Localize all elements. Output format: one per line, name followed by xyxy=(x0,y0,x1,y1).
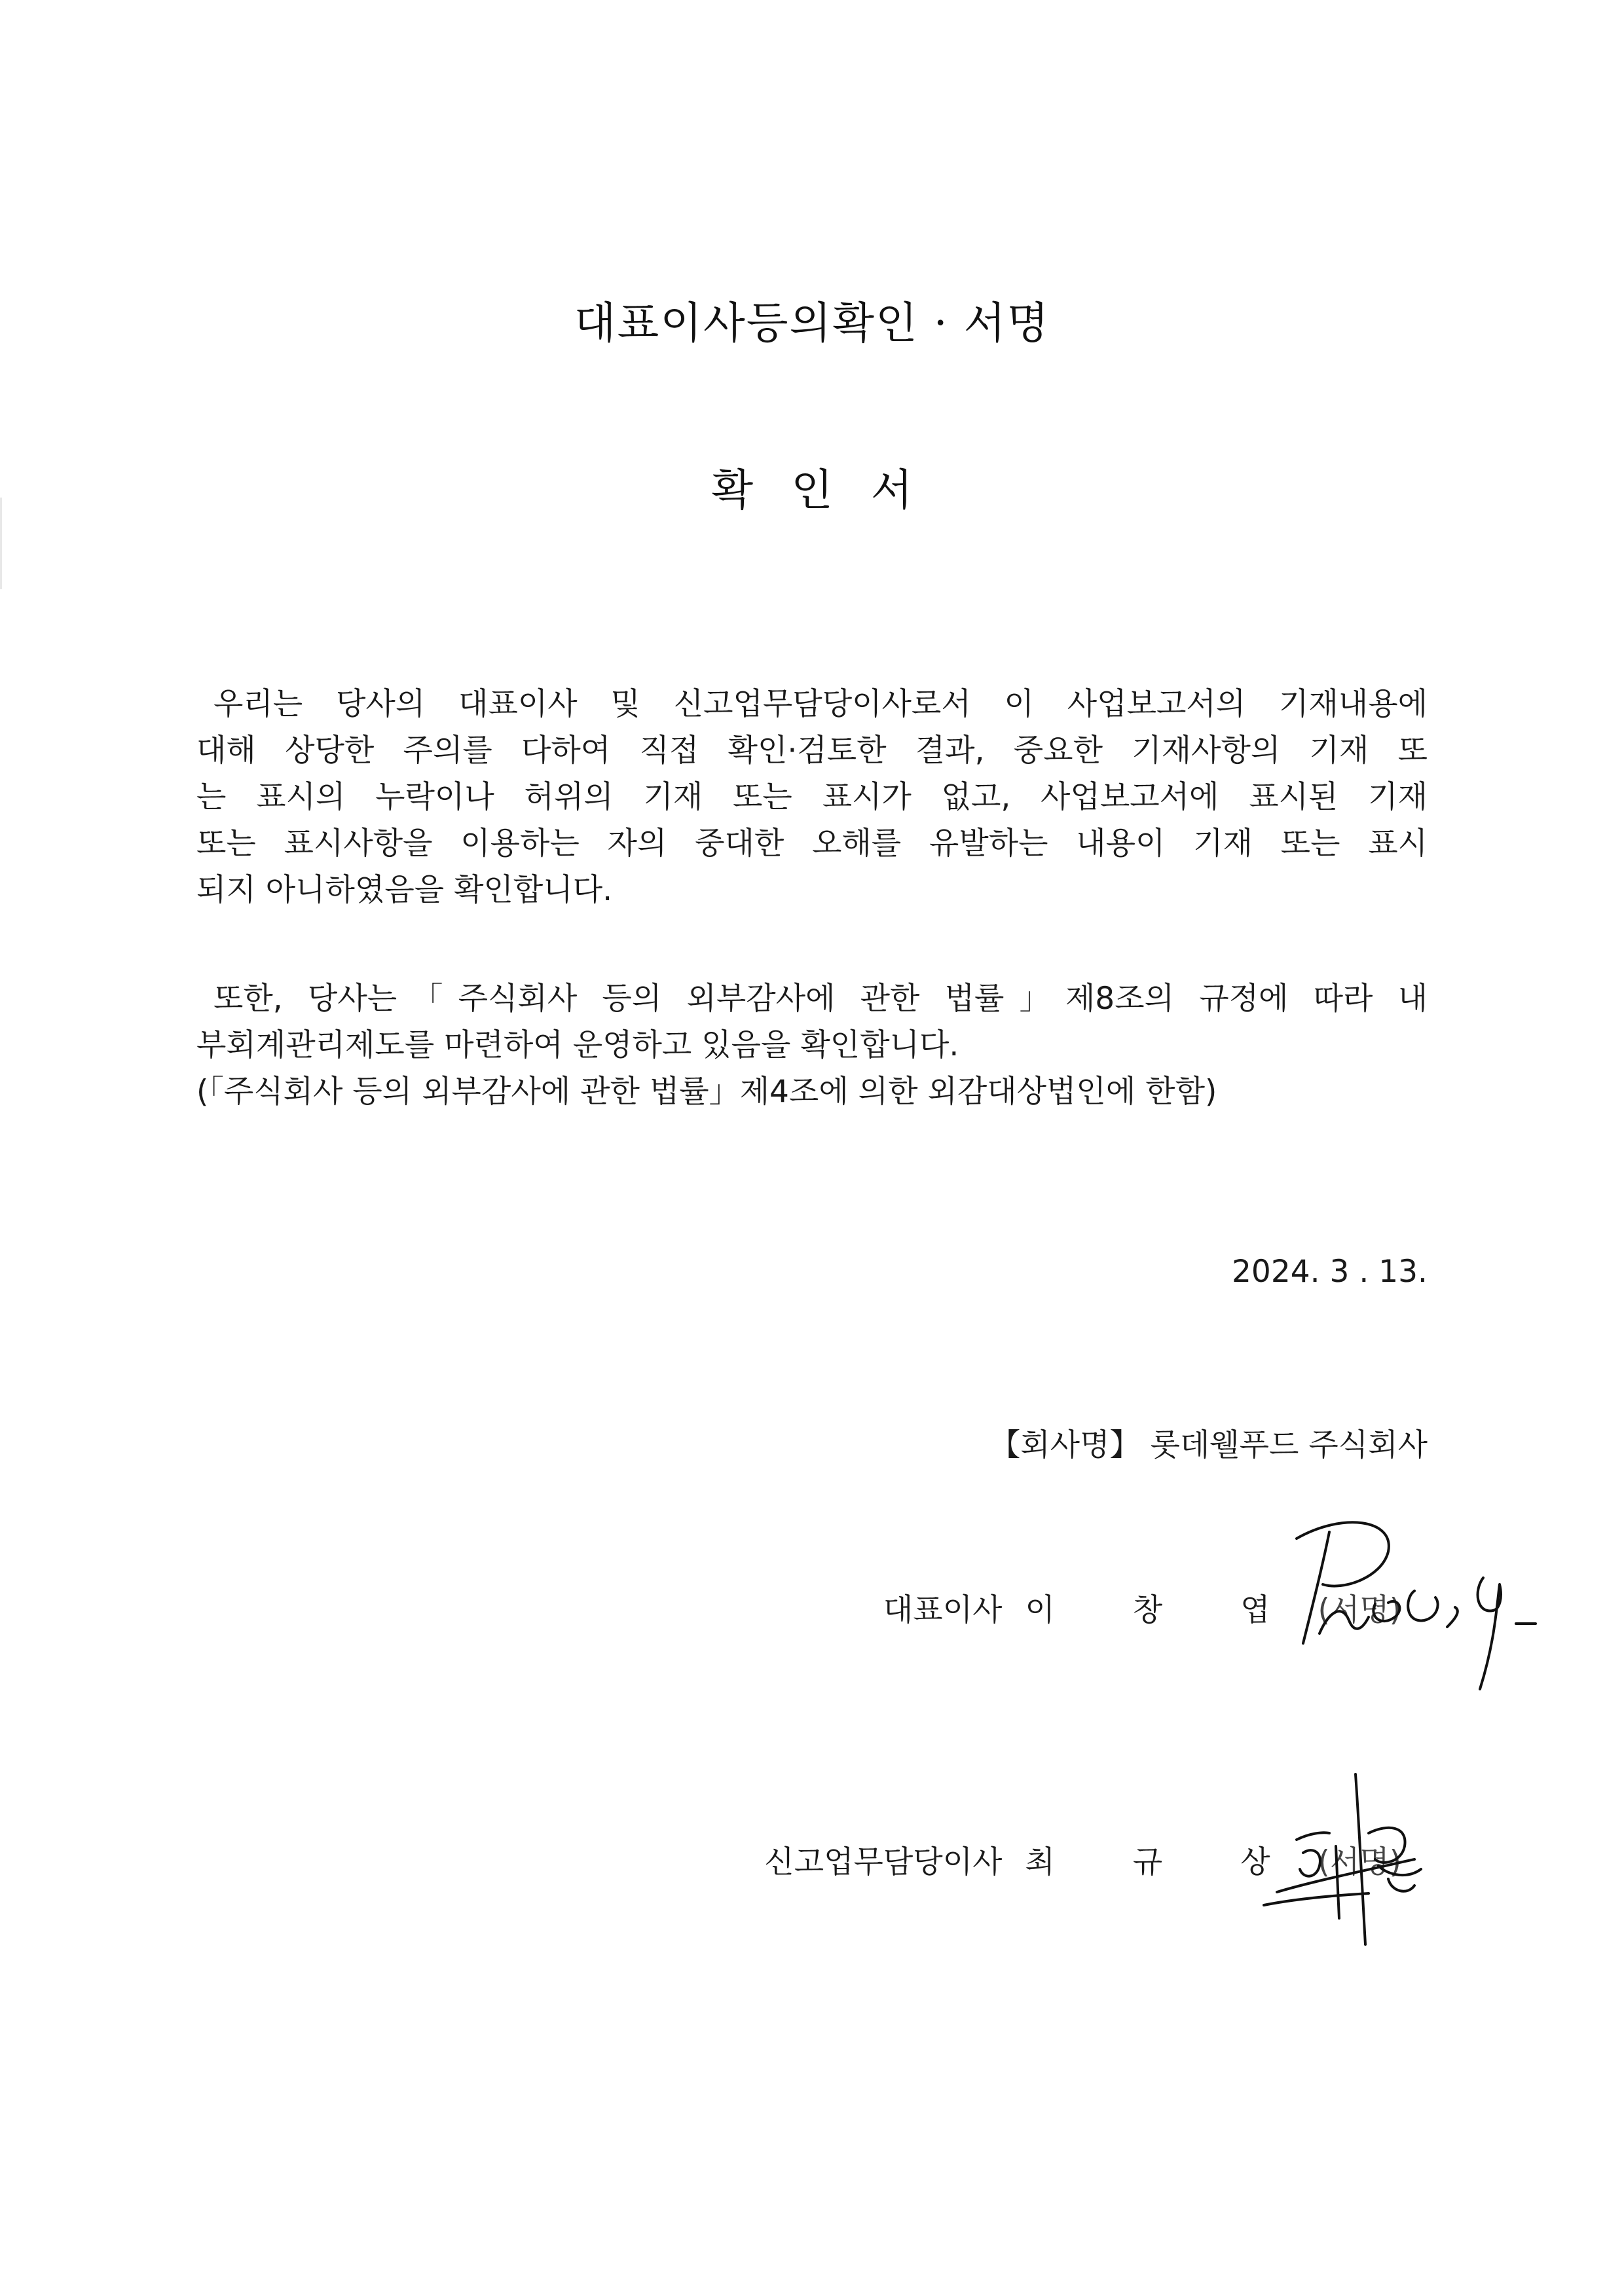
ceo-handwritten-signature xyxy=(1283,1493,1545,1702)
ceo-name: 이 창 엽 xyxy=(1025,1592,1304,1628)
paragraph-line: 부회계관리제도를 마련하여 운영하고 있음을 확인합니다. xyxy=(196,1027,959,1063)
internal-control-paragraph xyxy=(196,975,1428,1115)
ceo-sign-mark: (서명) xyxy=(1318,1592,1401,1628)
company-name: 롯데웰푸드 주식회사 xyxy=(1150,1427,1428,1463)
confirmation-paragraph xyxy=(196,681,1428,913)
cfo-name: 최 규 상 xyxy=(1025,1844,1304,1880)
cfo-handwritten-signature xyxy=(1257,1755,1467,1958)
paragraph-line: 대해 상당한 주의를 다하여 직접 확인·검토한 결과, 중요한 기재사항의 기재 또 xyxy=(196,733,1428,769)
paragraph-line: 또는 표시사항을 이용하는 자의 중대한 오해를 유발하는 내용이 기재 또는 표시 xyxy=(196,826,1428,862)
document-date: 2024. 3 . 13. xyxy=(1232,1254,1428,1290)
paragraph-line: 되지 아니하였음을 확인합니다. xyxy=(196,872,613,908)
document-title: 대표이사등의확인 · 서명 xyxy=(574,298,1050,348)
ceo-title: 대표이사 xyxy=(883,1592,1003,1628)
cfo-sign-mark: (서명) xyxy=(1318,1844,1401,1880)
document-subtitle: 확인서 xyxy=(711,465,951,515)
company-line xyxy=(989,1421,1428,1465)
paragraph-line: 또한, 당사는「주식회사 등의 외부감사에 관한 법률」제8조의 규정에 따라 내 xyxy=(213,981,1428,1017)
company-label: 【회사명】 xyxy=(989,1427,1141,1463)
cfo-title: 신고업무담당이사 xyxy=(764,1844,1003,1880)
paragraph-line: (「주식회사 등의 외부감사에 관한 법률」제4조에 의한 외감대상법인에 한함) xyxy=(196,1074,1217,1110)
paragraph-line: 우리는 당사의 대표이사 및 신고업무담당이사로서 이 사업보고서의 기재내용에 xyxy=(213,686,1428,722)
paragraph-line: 는 표시의 누락이나 허위의 기재 또는 표시가 없고, 사업보고서에 표시된 기재 xyxy=(196,779,1428,815)
